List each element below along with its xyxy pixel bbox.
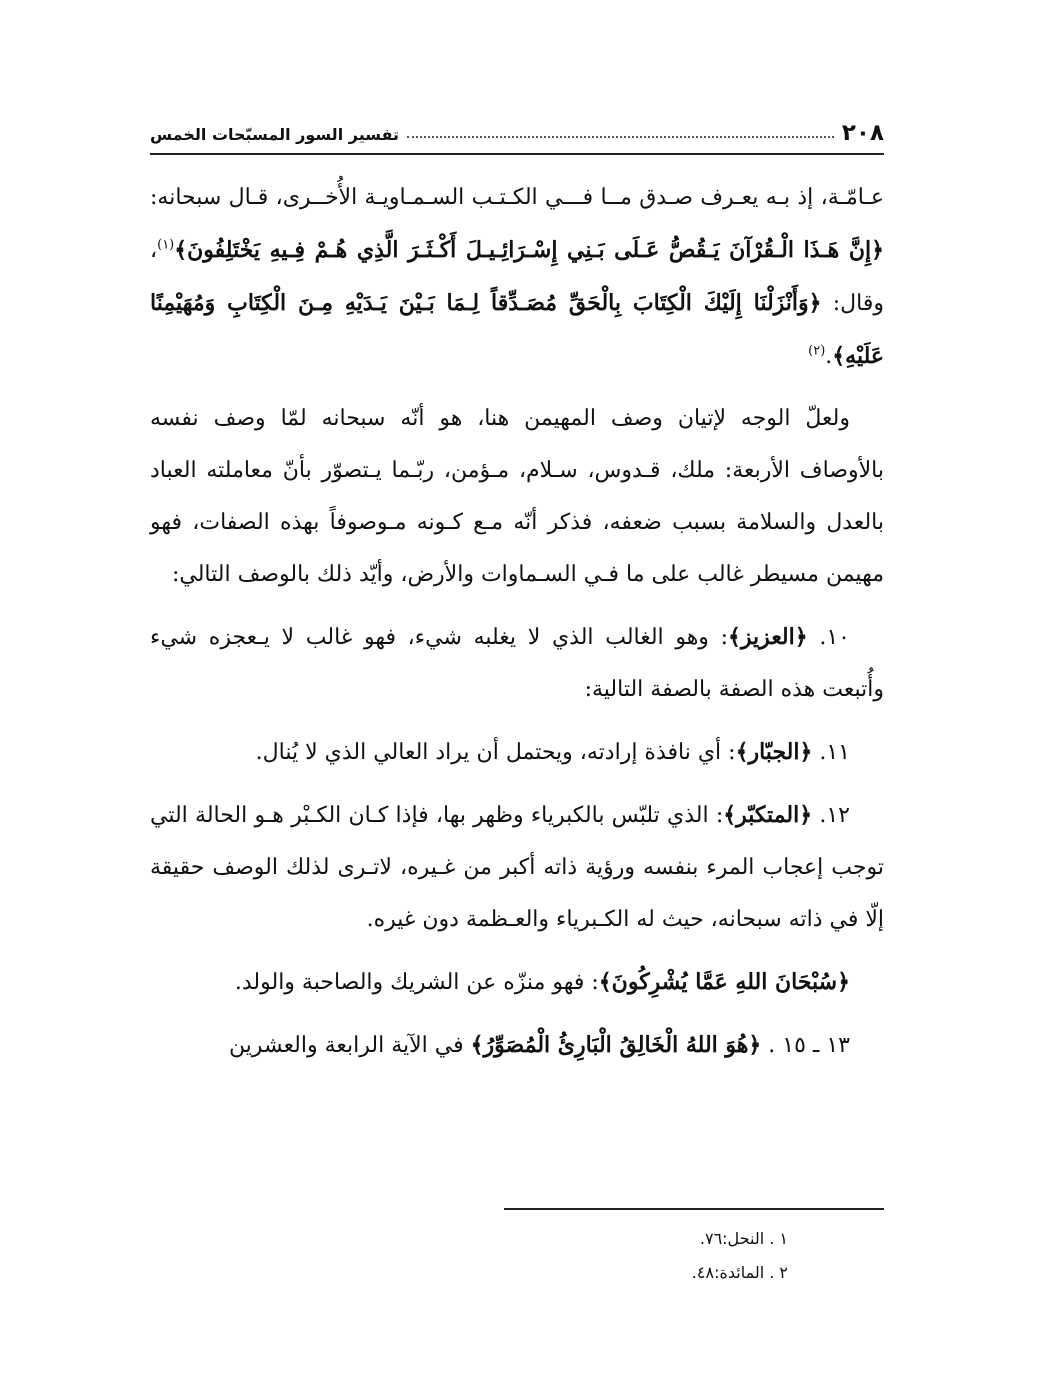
attribute-text-mutakabbir: : الذي تلبّس بالكبرياء وظهر بها، فإذا كـان الكـبْر هـو الحالة التي توجب إعجاب المرء بنفسه ورؤية ذاته أكبر من غـيره، لاتـرى لذلك الوصف حقيقة إلّا في ذاته سبحانه، حيث له الكـبرياء والعـظمة دون غيره. — [150, 803, 884, 932]
paragraph-subhan — [150, 956, 884, 1009]
footnotes — [504, 1222, 884, 1290]
attribute-text-jabbar: : أي نافذة إرادته، ويحتمل أن يراد العالي الذي لا يُنال. — [255, 740, 736, 765]
paragraph-1-text-c: . — [825, 344, 833, 369]
body-text — [150, 172, 884, 1082]
paragraph-2: ولعلّ الوجه لإتيان وصف المهيمن هنا، هو أنّه سبحانه لمّا وصف نفسه بالأوصاف الأربعة: ملك، قـدوس، سـلام، مـؤمن، ربّـما يـتصوّر بأنّ معاملته العباد بالعدل والسلامة بسبب ضعفه، فذكر أنّه مـع كـونه مـوصوفاً بهذه الصفات، فهو مهيمن مسيطر غالب على ما فـي السـماوات والأرض، وأيّد ذلك بالوصف التالي: — [150, 406, 884, 587]
footnote-1: ١ . النحل:٧٦. — [699, 1229, 788, 1248]
item-number-11: ١١. — [812, 740, 850, 765]
header-divider — [150, 153, 884, 155]
page-number: ٢٠٨ — [841, 120, 884, 146]
footnote-ref-2: (٢) — [808, 343, 826, 359]
running-title: تفسير السور المسبّحات الخمس — [150, 125, 400, 144]
paragraph-1-text-b: ، وقال: — [150, 238, 885, 316]
footnote-2: ٢ . المائدة:٤٨. — [691, 1263, 788, 1282]
item-number-12: ١٢. — [812, 803, 850, 828]
quran-verse-2: ﴿وَأَنْزَلْنَا إِلَيْكَ الْكِتَابَ بِالْحَقِّ مُصَـدِّقاً لِـمَا بَـيْنَ يَـدَيْهِ مِـنَ الْكِتَابِ وَمُهَيْمِنًا عَلَيْهِ﴾ — [150, 290, 884, 369]
paragraph-1-text-a: عـامّـة، إذ بـه يعـرف صـدق مــا فـــي الكـتـب السـمـاويـة الأُخــرى، قـال سبحانه: — [150, 185, 884, 210]
item-number-13-15: ١٣ ـ ١٥ . — [761, 1033, 850, 1058]
header-dot-leader — [407, 136, 834, 138]
attribute-text-khaliq: في الآية الرابعة والعشرين — [228, 1033, 471, 1058]
paragraph-attribute-12 — [150, 789, 884, 946]
quran-verse-subhan: ﴿سُبْحَانَ اللهِ عَمَّا يُشْرِكُونَ﴾ — [598, 969, 850, 995]
subhan-text: : فهو منزّه عن الشريك والصاحبة والولد. — [234, 970, 599, 995]
attribute-text-aziz: : وهو الغالب الذي لا يغلبه شيء، فهو غالب لا يـعجزه شيء وأُتبعت هذه الصفة بالصفة التالية: — [150, 625, 884, 702]
quran-verse-khaliq: ﴿هُوَ اللهُ الْخَالِقُ الْبَارِئُ الْمُصَوِّرُ﴾ — [470, 1032, 762, 1058]
paragraph-1 — [150, 172, 884, 383]
paragraph-attribute-10 — [150, 611, 884, 716]
attribute-term-mutakabbir: ﴿المتكبّر﴾ — [723, 802, 813, 828]
paragraph-attribute-11 — [150, 726, 884, 779]
footnote-divider — [504, 1208, 884, 1210]
attribute-term-jabbar: ﴿الجبّار﴾ — [735, 739, 813, 765]
paragraph-attribute-13-15 — [150, 1019, 884, 1072]
item-number-10: ١٠. — [807, 625, 850, 650]
page-header — [150, 112, 884, 146]
quran-verse-1: ﴿إِنَّ هَـذَا الْـقُرْآنَ يَـقُصُّ عَـلَى بَـنِي إِسْـرَائِـيـلَ أَكْـثَـرَ الَّذِي هُـمْ فِـيهِ يَخْتَلِفُونَ﴾ — [174, 237, 884, 263]
footnote-ref-1: (١) — [157, 237, 175, 253]
attribute-term-aziz: ﴿العزيز﴾ — [728, 624, 808, 650]
